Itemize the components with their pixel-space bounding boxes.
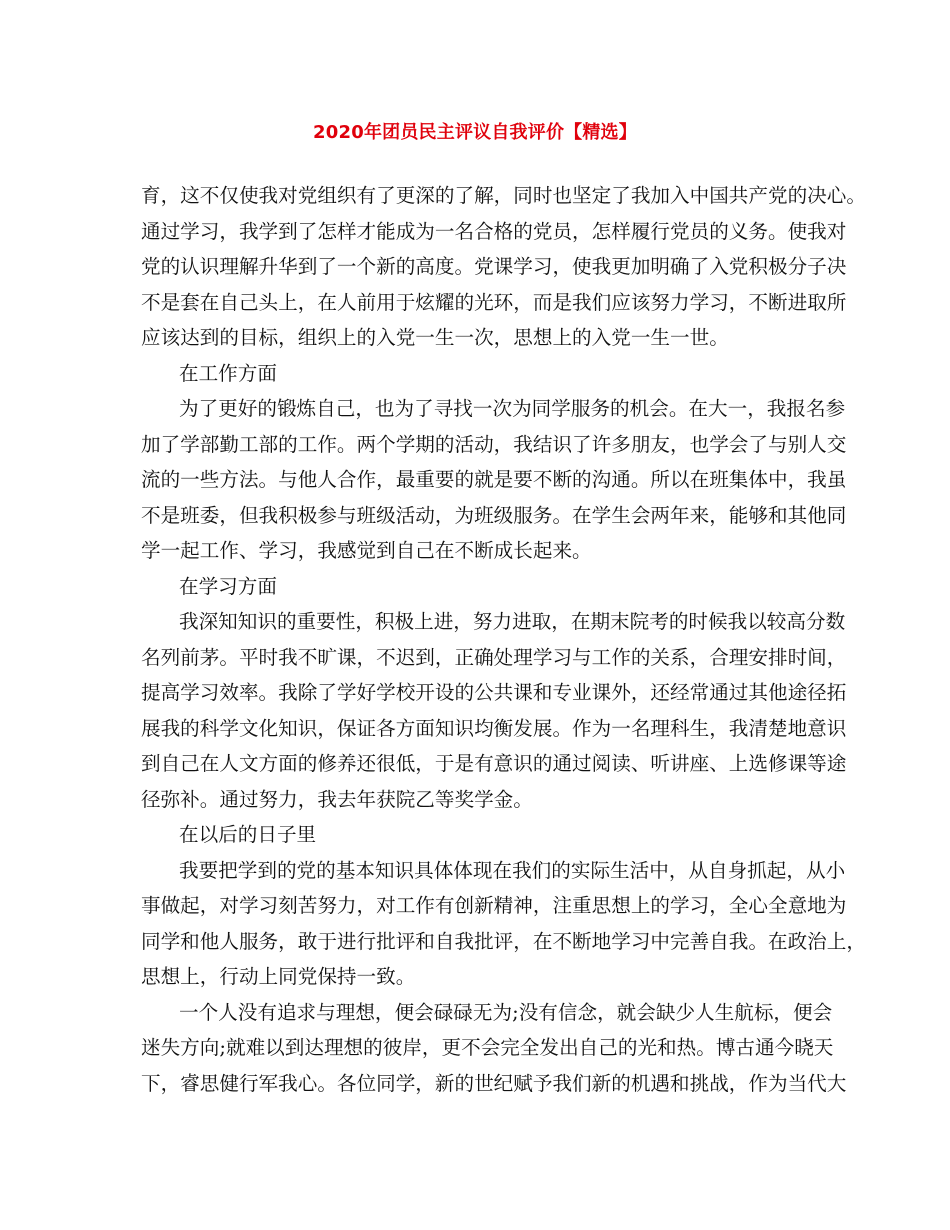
text-line: 在工作方面 xyxy=(179,361,277,385)
text-line: 提高学习效率。我除了学好学校开设的公共课和专业课外，还经常通过其他途径拓 xyxy=(141,681,847,704)
text-line: 不是套在自己头上，在人前用于炫耀的光环，而是我们应该努力学习，不断进取所 xyxy=(141,290,847,314)
text-line: 为了更好的锻炼自己，也为了寻找一次为同学服务的机会。在大一，我报名参 xyxy=(179,397,846,420)
text-line: 径弥补。通过努力，我去年获院乙等奖学金。 xyxy=(141,787,533,811)
document-body xyxy=(141,178,866,1101)
text-line: 在以后的日子里 xyxy=(179,823,317,846)
text-line: 我要把学到的党的基本知识具体体现在我们的实际生活中，从自身抓起，从小 xyxy=(179,858,846,882)
text-line: 育，这不仅使我对党组织有了更深的了解，同时也坚定了我加入中国共产党的决心。 xyxy=(141,184,866,207)
text-line: 不是班委，但我积极参与班级活动，为班级服务。在学生会两年来，能够和其他同 xyxy=(141,503,847,527)
text-line: 同学和他人服务，敢于进行批评和自我批评，在不断地学习中完善自我。在政治上， xyxy=(141,929,866,953)
text-line: 名列前茅。平时我不旷课，不迟到，正确处理学习与工作的关系，合理安排时间， xyxy=(141,645,847,669)
text-line: 事做起，对学习刻苦努力，对工作有创新精神，注重思想上的学习，全心全意地为 xyxy=(141,894,847,917)
text-line: 流的一些方法。与他人合作，最重要的就是要不断的沟通。所以在班集体中，我虽 xyxy=(141,468,847,491)
document-title: 2020年团员民主评议自我评价【精选】 xyxy=(313,122,637,143)
text-line: 到自己在人文方面的修养还很低，于是有意识的通过阅读、听讲座、上选修课等途 xyxy=(141,752,847,775)
text-line: 党的认识理解升华到了一个新的高度。党课学习，使我更加明确了入党积极分子决 xyxy=(141,255,847,278)
text-line: 通过学习，我学到了怎样才能成为一名合格的党员，怎样履行党员的义务。使我对 xyxy=(141,219,847,243)
text-line: 我深知知识的重要性，积极上进，努力进取，在期末院考的时候我以较高分数 xyxy=(179,610,846,633)
text-line: 学一起工作、学习，我感觉到自己在不断成长起来。 xyxy=(141,539,592,562)
text-line: 下，睿思健行军我心。各位同学，新的世纪赋予我们新的机遇和挑战，作为当代大 xyxy=(141,1071,847,1095)
text-line: 应该达到的目标，组织上的入党一生一次，思想上的入党一生一世。 xyxy=(141,326,729,349)
text-line: 一个人没有追求与理想，便会碌碌无为;没有信念，就会缺少人生航标，便会 xyxy=(179,1000,833,1024)
text-line: 加了学部勤工部的工作。两个学期的活动，我结识了许多朋友，也学会了与别人交 xyxy=(141,432,847,456)
text-line: 展我的科学文化知识，保证各方面知识均衡发展。作为一名理科生，我清楚地意识 xyxy=(141,716,847,740)
text-line: 思想上，行动上同党保持一致。 xyxy=(141,965,416,988)
text-line: 在学习方面 xyxy=(179,574,277,598)
text-line: 迷失方向;就难以到达理想的彼岸，更不会完全发出自己的光和热。博古通今晓天 xyxy=(141,1036,834,1059)
